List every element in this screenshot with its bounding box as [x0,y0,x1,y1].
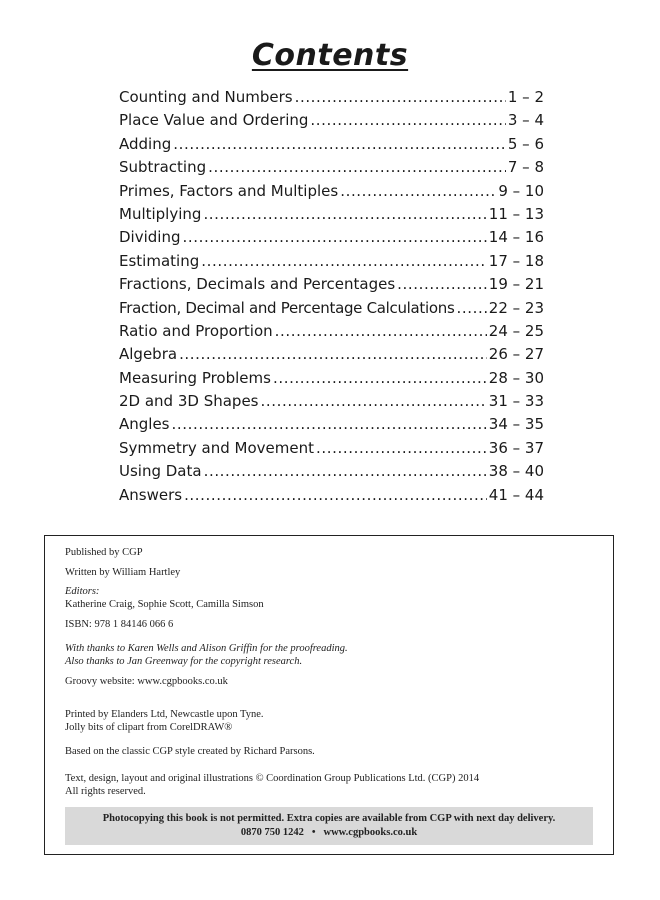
toc-leader [179,345,487,363]
toc-pages: 28 – 30 [488,368,544,387]
toc-topic: Estimating [119,251,200,270]
toc-topic: Answers [119,485,183,504]
toc-topic: Adding [119,134,172,153]
toc-entry [119,345,544,368]
thanks-line: Also thanks to Jan Greenway for the copyright research. [65,656,303,667]
photocopy-notice [65,807,593,845]
bullet-separator: • [311,827,316,838]
toc-entry [119,158,544,181]
toc-entry [119,275,544,298]
toc-pages: 9 – 10 [498,181,544,200]
toc-topic: Fractions, Decimals and Percentages [119,275,396,294]
toc-entry [119,135,544,158]
phone-number: 0870 750 1242 [240,827,304,838]
toc-leader [261,392,487,410]
toc-entry [119,439,544,462]
toc-entry [119,392,544,415]
toc-leader [316,439,487,457]
publisher-line: Published by CGP [65,547,143,558]
toc-topic: Using Data [119,462,202,481]
toc-leader [275,322,487,340]
toc-leader [340,182,496,200]
toc-pages: 1 – 2 [507,88,544,106]
toc-topic: Counting and Numbers [119,88,293,106]
toc-pages: 41 – 44 [488,485,544,504]
page-title: Contents [251,38,409,73]
toc-pages: 7 – 8 [507,158,544,177]
rights-line: All rights reserved. [65,786,146,797]
toc-pages: 11 – 13 [488,204,544,223]
toc-pages: 17 – 18 [488,251,544,270]
toc-leader [295,88,506,106]
website-line: Groovy website: www.cgpbooks.co.uk [65,676,228,687]
toc-topic: Multiplying [119,204,202,223]
table-of-contents [119,88,544,509]
toc-entry [119,252,544,275]
toc-leader [397,275,487,293]
toc-topic: Algebra [119,345,178,364]
author-line: Written by William Hartley [65,567,181,578]
toc-entry [119,111,544,134]
notice-contact [65,826,593,840]
notice-text: Photocopying this book is not permitted. Extra copies are available from CGP with next day delivery. [102,813,556,824]
editors-label: Editors: [65,586,100,597]
toc-pages: 5 – 6 [507,134,544,153]
toc-leader [172,415,487,433]
toc-entry [119,228,544,251]
toc-pages: 19 – 21 [488,275,544,294]
thanks-line: With thanks to Karen Wells and Alison Griffin for the proofreading. [65,643,348,654]
toc-topic: 2D and 3D Shapes [119,392,259,411]
toc-leader [456,299,486,317]
editors-line: Katherine Craig, Sophie Scott, Camilla Simson [65,599,264,610]
toc-topic: Measuring Problems [119,368,271,387]
toc-leader [182,228,486,246]
toc-pages: 38 – 40 [488,462,544,481]
toc-entry [119,205,544,228]
toc-pages: 3 – 4 [507,111,544,130]
toc-topic: Angles [119,415,170,434]
toc-topic: Place Value and Ordering [119,111,309,130]
toc-pages: 14 – 16 [488,228,544,247]
based-on-line: Based on the classic CGP style created by Richard Parsons. [65,746,315,757]
toc-entry [119,182,544,205]
copyright-line: Text, design, layout and original illustrations © Coordination Group Publications Ltd. (CGP) 2014 [65,773,480,784]
printer-line: Printed by Elanders Ltd, Newcastle upon Tyne. [65,709,264,720]
toc-entry [119,322,544,345]
toc-leader [204,462,487,480]
toc-topic: Symmetry and Movement [119,438,314,457]
toc-topic: Fraction, Decimal and Percentage Calculations [119,298,455,317]
toc-leader [203,205,486,223]
toc-pages: 36 – 37 [488,438,544,457]
website-url: www.cgpbooks.co.uk [323,827,418,838]
toc-leader [201,252,487,270]
toc-entry [119,415,544,438]
toc-topic: Dividing [119,228,181,247]
toc-pages: 24 – 25 [488,321,544,340]
toc-pages: 31 – 33 [488,392,544,411]
toc-topic: Subtracting [119,158,207,177]
toc-pages: 22 – 23 [488,298,544,317]
toc-pages: 26 – 27 [488,345,544,364]
toc-pages: 34 – 35 [488,415,544,434]
toc-leader [173,135,506,153]
clipart-line: Jolly bits of clipart from CorelDRAW® [65,722,233,733]
toc-leader [310,111,505,129]
isbn-line: ISBN: 978 1 84146 066 6 [65,619,174,630]
imprint-box [44,535,614,855]
toc-entry [119,486,544,509]
toc-leader [208,158,506,176]
toc-topic: Primes, Factors and Multiples [119,181,339,200]
toc-topic: Ratio and Proportion [119,321,273,340]
toc-leader [273,369,487,387]
toc-entry [119,299,544,322]
toc-entry [119,462,544,485]
toc-entry [119,88,544,111]
toc-leader [184,486,487,504]
toc-entry [119,369,544,392]
